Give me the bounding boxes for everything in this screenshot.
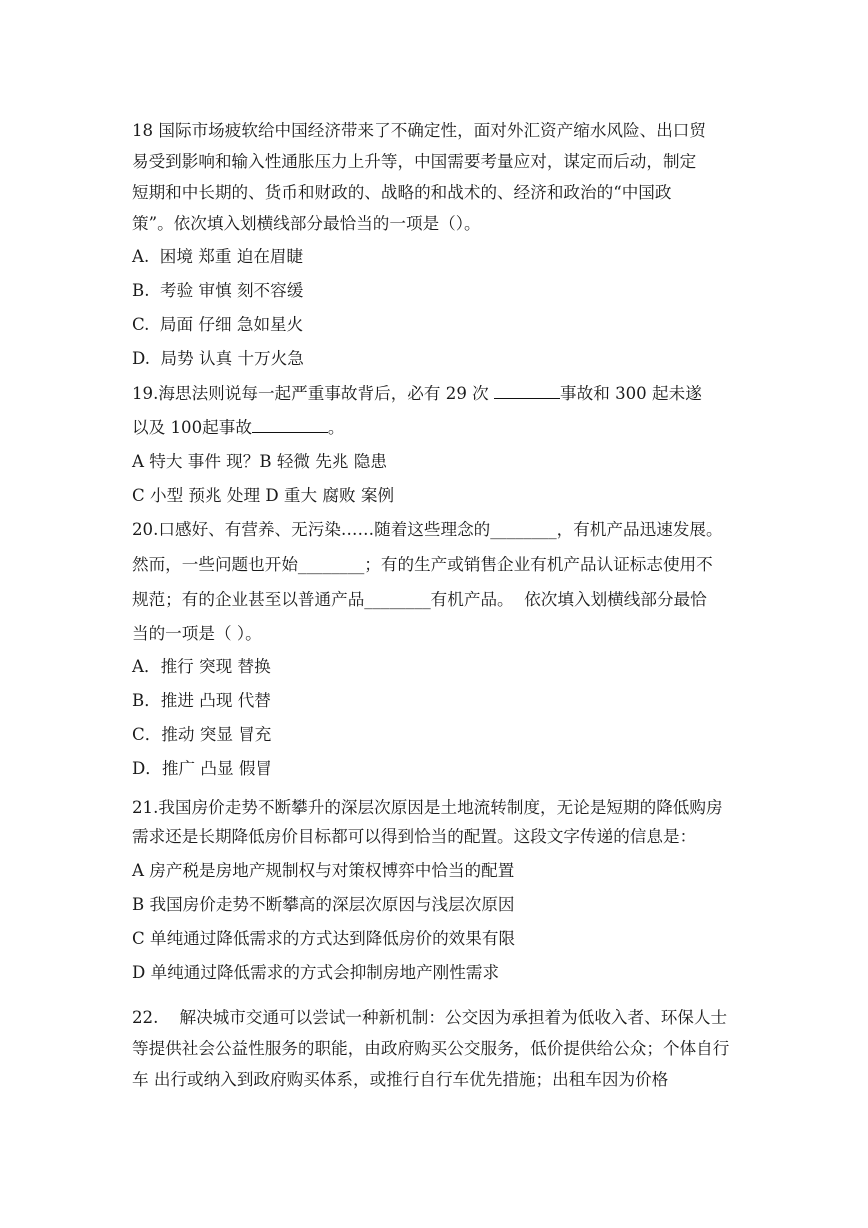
q19-options-line-2: C 小型 预兆 处理 D 重大 腐败 案例: [132, 486, 395, 505]
q18-option-d: D. 局势 认真 十万火急: [132, 349, 304, 368]
q18-stem-line-2: 易受到影响和输入性通胀压力上升等，中国需要考量应对，谋定而后动，制定: [132, 152, 697, 171]
q21-option-a: A 房产税是房地产规制权与对策权博弈中恰当的配置: [132, 861, 515, 880]
q21-option-d: D 单纯通过降低需求的方式会抑制房地产刚性需求: [132, 963, 500, 982]
q20-stem-line-1: 20.口感好、有营养、无污染……随着这些理念的________，有机产品迅速发展。: [132, 520, 723, 539]
q20-option-a: A．推行 突现 替换: [132, 657, 271, 676]
q20-option-c: C．推动 突显 冒充: [132, 725, 272, 744]
q19-stem-part-1: 19.海思法则说每一起严重事故背后，必有 29 次: [132, 384, 495, 403]
q19-stem-part-2: 事故和 300 起未遂: [560, 384, 702, 403]
q21-option-c: C 单纯通过降低需求的方式达到降低房价的效果有限: [132, 929, 516, 948]
q18-stem-line-1: 18 国际市场疲软给中国经济带来了不确定性，面对外汇资产缩水风险、出口贸: [132, 121, 706, 140]
q21-stem-line-1: 21.我国房价走势不断攀升的深层次原因是土地流转制度，无论是短期的降低购房: [132, 798, 723, 817]
q19-stem-part-3: 以及 100起事故: [132, 418, 252, 437]
q19-stem-line-2: [132, 416, 345, 438]
q18-option-a: A. 困境 郑重 迫在眉睫: [132, 247, 304, 266]
q21-option-b: B 我国房价走势不断攀高的深层次原因与浅层次原因: [132, 895, 515, 914]
q20-stem-line-2: 然而，一些问题也开始________；有的生产或销售企业有机产品认证标志使用不: [132, 555, 713, 574]
q20-stem-line-3: 规范；有的企业甚至以普通产品________有机产品。 依次填入划横线部分最恰: [132, 590, 707, 609]
q18-stem-line-4: 策”。依次填入划横线部分最恰当的一项是（）。: [132, 214, 481, 233]
fill-blank: [252, 416, 328, 433]
q22-stem-line-1: 22. 解决城市交通可以尝试一种新机制：公交因为承担着为低收入者、环保人士: [132, 1008, 728, 1027]
q18-stem-line-3: 短期和中长期的、货币和财政的、战略的和战术的、经济和政治的“中国政: [132, 183, 672, 202]
q18-option-b: B. 考验 审慎 刻不容缓: [132, 281, 304, 300]
q21-stem-line-2: 需求还是长期降低房价目标都可以得到恰当的配置。这段文字传递的信息是：: [132, 827, 697, 846]
q20-option-b: B．推进 凸现 代替: [132, 691, 271, 710]
q20-option-d: D．推广 凸显 假冒: [132, 759, 273, 778]
q22-stem-line-3: 车 出行或纳入到政府购买体系，或推行自行车优先措施；出租车因为价格: [132, 1070, 669, 1089]
q20-stem-line-4: 当的一项是（ ）。: [132, 624, 262, 643]
q18-option-c: C. 局面 仔细 急如星火: [132, 315, 304, 334]
q22-stem-line-2: 等提供社会公益性服务的职能，由政府购买公交服务，低价提供给公众；个体自行: [132, 1039, 730, 1058]
q19-options-line-1: A 特大 事件 现？B 轻微 先兆 隐患: [132, 452, 387, 471]
fill-blank: [494, 382, 560, 399]
q19-stem-part-4: 。: [327, 418, 345, 437]
q19-stem-line-1: [132, 382, 702, 404]
